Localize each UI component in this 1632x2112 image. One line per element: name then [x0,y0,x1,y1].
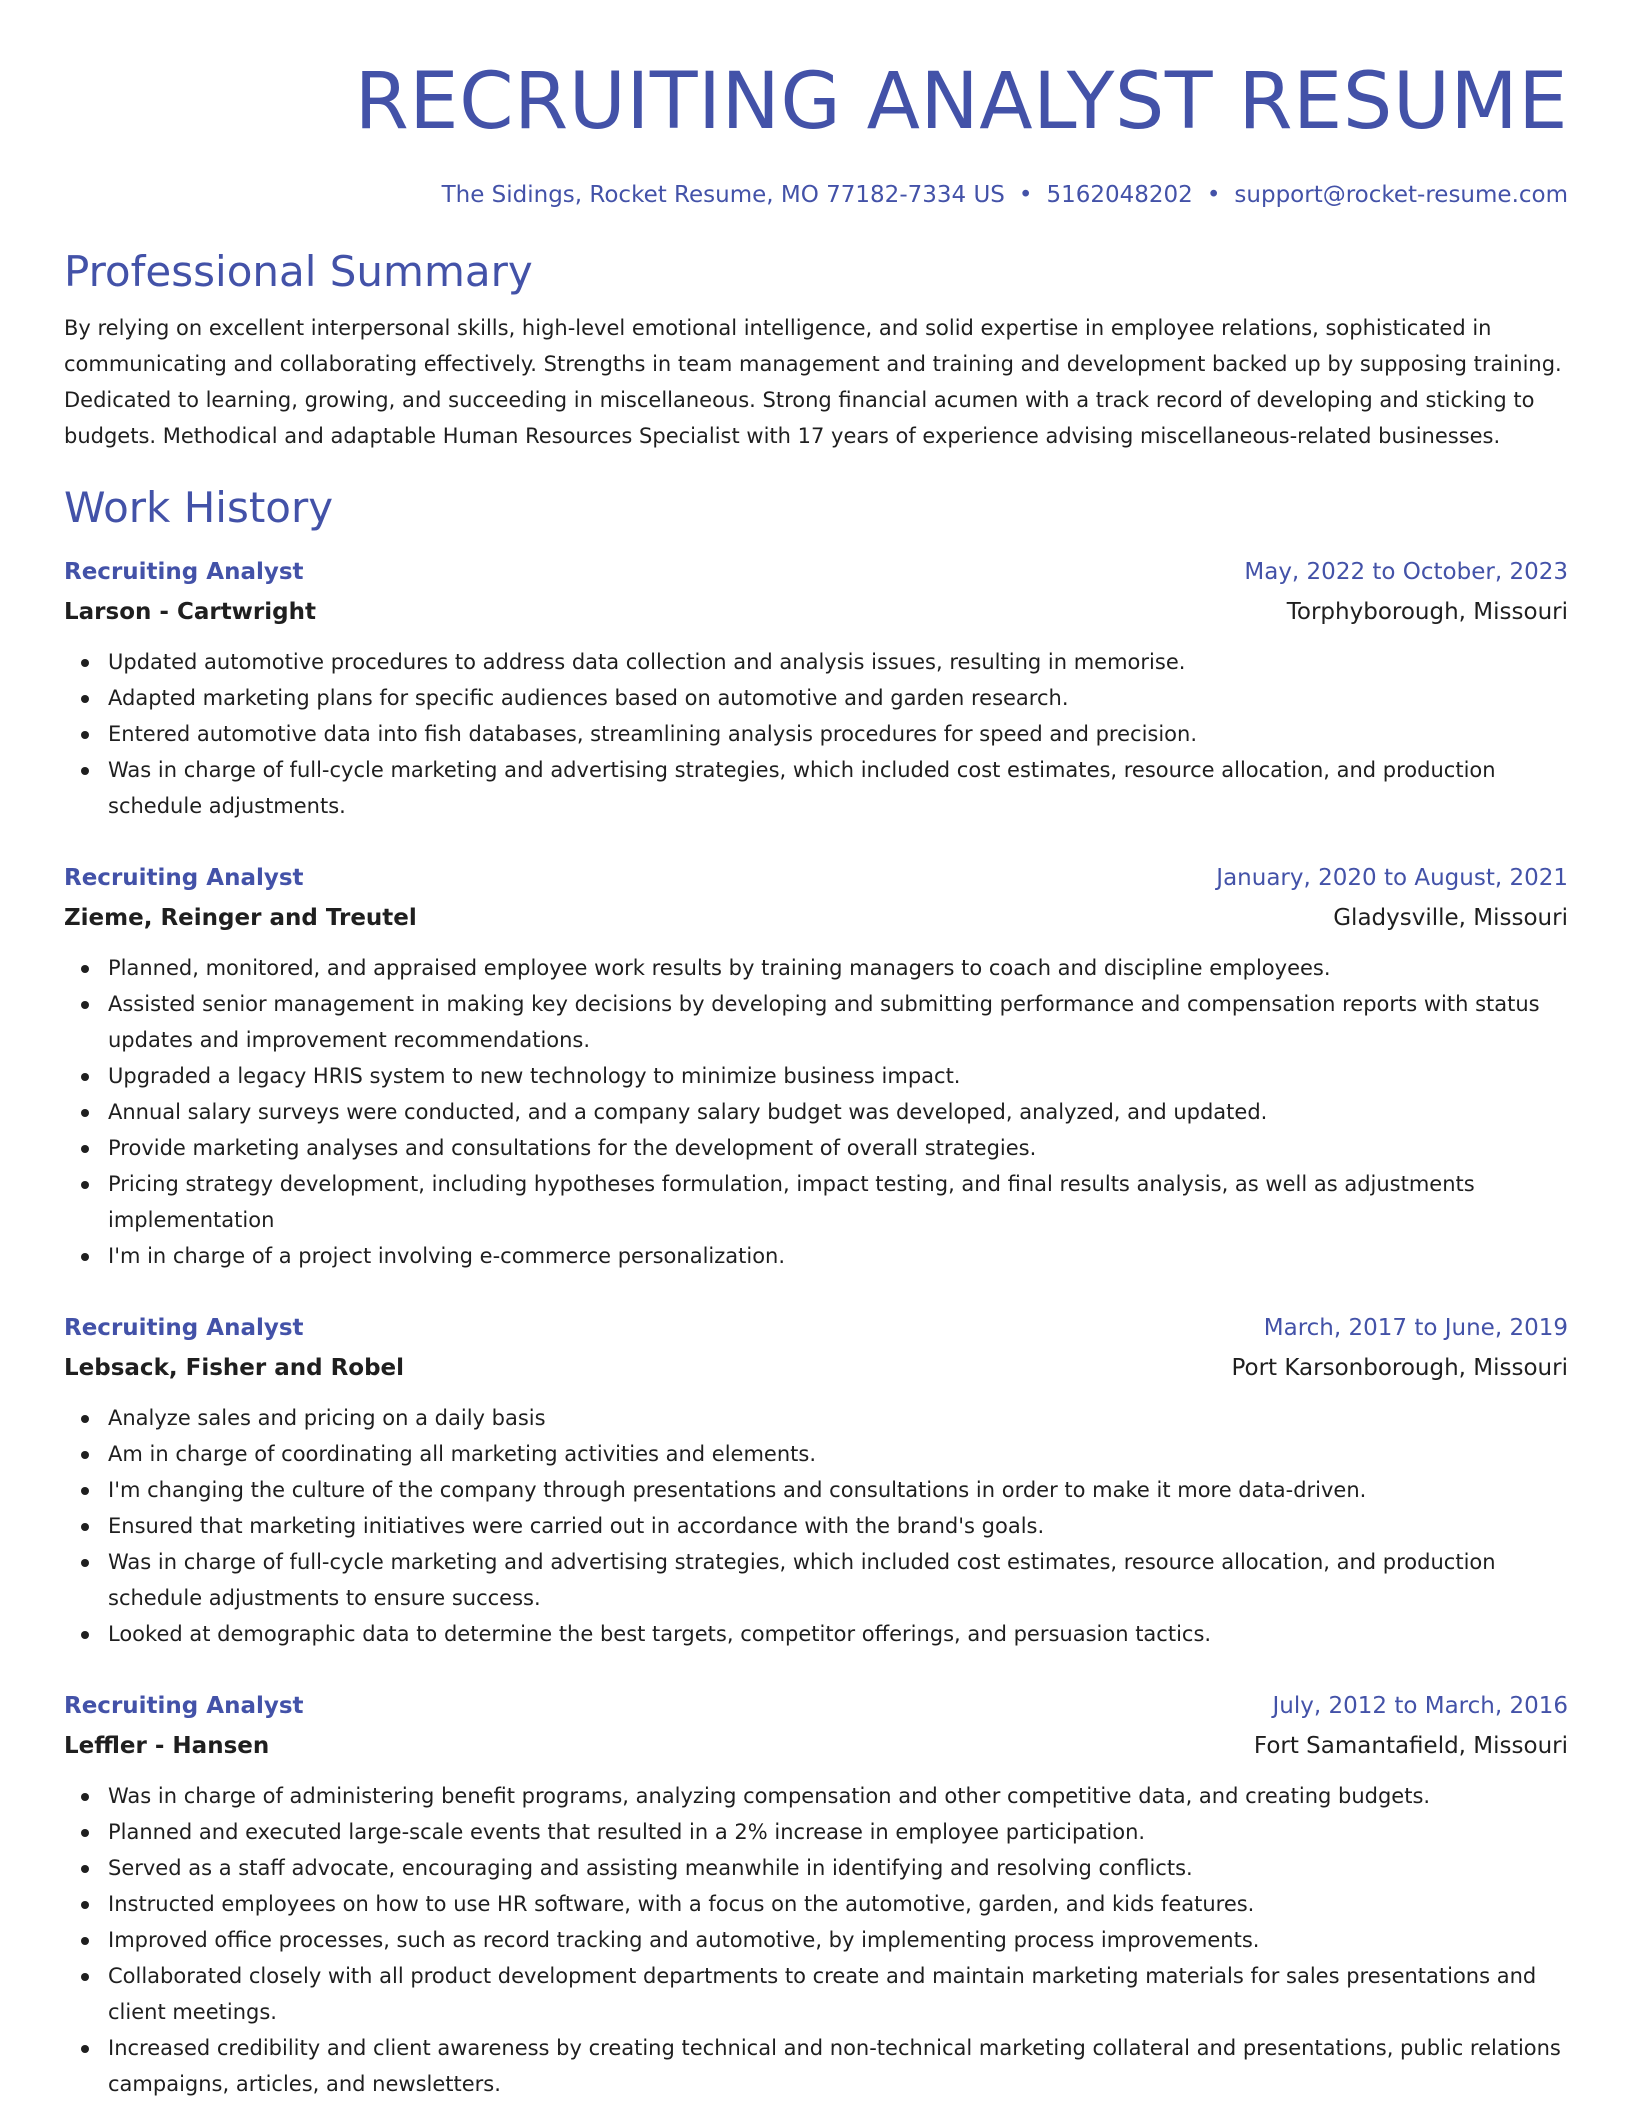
job-bullet: Entered automotive data into fish databases, streamlining analysis procedures for speed and precision. [108,716,1568,752]
job-company-row [64,898,1568,938]
job-location: Fort Samantafield, Missouri [1253,1733,1568,1759]
job-entry [64,552,1568,824]
job-location: Torphyborough, Missouri [1286,599,1568,625]
job-company-row [64,592,1568,632]
job-bullet: Improved office processes, such as record tracking and automotive, by implementing process improvements. [108,1922,1568,1958]
job-bullet: Updated automotive procedures to address data collection and analysis issues, resulting in memorise. [108,644,1568,680]
job-bullet: I'm changing the culture of the company through presentations and consultations in order to make it more data-driven. [108,1472,1568,1508]
job-company-row [64,1348,1568,1388]
job-bullet: Served as a staff advocate, encouraging and assisting meanwhile in identifying and resolving conflicts. [108,1850,1568,1886]
contact-phone: 5162048202 [1046,182,1193,208]
job-company: Lebsack, Fisher and Robel [64,1355,405,1381]
job-bullet: Annual salary surveys were conducted, and a company salary budget was developed, analyzed, and updated. [108,1094,1568,1130]
job-location: Gladysville, Missouri [1333,905,1568,931]
job-entry [64,858,1568,1274]
job-bullet: Increased credibility and client awareness by creating technical and non-technical marketing collateral and presentations, public relations campaigns, articles, and newsletters. [108,2030,1568,2102]
section-heading-work-history: Work History [64,483,334,532]
job-bullet: Was in charge of full-cycle marketing and advertising strategies, which included cost estimates, resource allocation, and production schedule adjustments to ensure success. [108,1544,1568,1616]
job-list [64,552,1568,2102]
job-company: Leffler - Hansen [64,1733,270,1759]
job-bullet-list [64,1778,1568,2102]
job-bullet: Assisted senior management in making key decisions by developing and submitting performance and compensation reports with status updates and improvement recommendations. [108,986,1568,1058]
job-company-row [64,1726,1568,1766]
job-bullet: Looked at demographic data to determine the best targets, competitor offerings, and persuasion tactics. [108,1616,1568,1652]
job-title-row [64,1308,1568,1348]
job-title: Recruiting Analyst [64,865,304,891]
job-bullet: Was in charge of administering benefit programs, analyzing compensation and other competitive data, and creating budgets. [108,1778,1568,1814]
resume-page [64,52,1568,2102]
job-bullet: Instructed employees on how to use HR software, with a focus on the automotive, garden, and kids features. [108,1886,1568,1922]
job-bullet-list [64,1400,1568,1652]
job-entry [64,1686,1568,2102]
contact-separator: • [1206,182,1221,208]
job-dates: July, 2012 to March, 2016 [1272,1693,1568,1719]
job-company: Zieme, Reinger and Treutel [64,905,417,931]
resume-title: RECRUITING ANALYST RESUME [354,57,1568,147]
section-heading-summary: Professional Summary [64,247,533,296]
job-bullet: Am in charge of coordinating all marketing activities and elements. [108,1436,1568,1472]
job-title: Recruiting Analyst [64,559,304,585]
job-bullet-list [64,644,1568,824]
job-bullet: I'm in charge of a project involving e-commerce personalization. [108,1238,1568,1274]
job-bullet: Collaborated closely with all product development departments to create and maintain marketing materials for sales presentations and client meetings. [108,1958,1568,2030]
summary-paragraph: By relying on excellent interpersonal skills, high-level emotional intelligence, and solid expertise in employee relations, sophisticated in communicating and collaborating effectively. Strengths in team management and training and development backed up by supposing training. Dedicated to learning, growing, and succeeding in miscellaneous. Strong financial acumen with a track record of developing and sticking to budgets. Methodical and adaptable Human Resources Specialist with 17 years of experience advising miscellaneous-related businesses. [64,316,1562,448]
job-bullet-list [64,950,1568,1274]
job-entry [64,1308,1568,1652]
job-title: Recruiting Analyst [64,1315,304,1341]
job-bullet: Was in charge of full-cycle marketing and advertising strategies, which included cost estimates, resource allocation, and production schedule adjustments. [108,752,1568,824]
job-location: Port Karsonborough, Missouri [1231,1355,1568,1381]
job-title-row [64,858,1568,898]
job-title-row [64,552,1568,592]
job-bullet: Analyze sales and pricing on a daily basis [108,1400,1568,1436]
job-bullet: Upgraded a legacy HRIS system to new technology to minimize business impact. [108,1058,1568,1094]
job-company: Larson - Cartwright [64,599,316,625]
job-bullet: Provide marketing analyses and consultations for the development of overall strategies. [108,1130,1568,1166]
contact-address: The Sidings, Rocket Resume, MO 77182-7334 US [441,182,1005,208]
job-dates: January, 2020 to August, 2021 [1216,865,1568,891]
job-bullet: Adapted marketing plans for specific audiences based on automotive and garden research. [108,680,1568,716]
job-dates: March, 2017 to June, 2019 [1263,1315,1568,1341]
job-dates: May, 2022 to October, 2023 [1244,559,1568,585]
job-bullet: Planned and executed large-scale events that resulted in a 2% increase in employee participation. [108,1814,1568,1850]
job-bullet: Pricing strategy development, including hypotheses formulation, impact testing, and final results analysis, as well as adjustments implementation [108,1166,1568,1238]
contact-line [64,180,1568,210]
job-title-row [64,1686,1568,1726]
contact-separator: • [1018,182,1033,208]
job-bullet: Ensured that marketing initiatives were carried out in accordance with the brand's goals. [108,1508,1568,1544]
job-bullet: Planned, monitored, and appraised employee work results by training managers to coach and discipline employees. [108,950,1568,986]
contact-email: support@rocket-resume.com [1234,182,1568,208]
job-title: Recruiting Analyst [64,1693,304,1719]
